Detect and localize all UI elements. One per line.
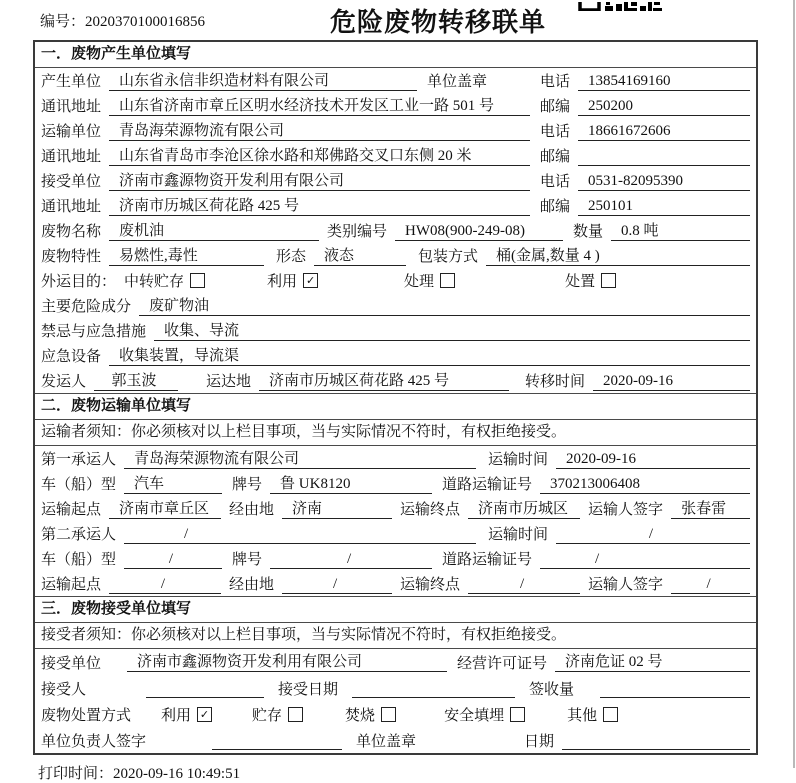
accept-date-value [352, 678, 515, 698]
responsible-signature-label: 单位负责人签字 [41, 733, 147, 750]
page-title: 危险废物转移联单 [329, 8, 546, 37]
disposal-incinerate-label: 焚烧 [345, 707, 376, 724]
received-qty-value [600, 678, 750, 698]
route2-end-value: / [468, 574, 580, 594]
acceptor-row [35, 675, 756, 701]
waste-property-label: 废物特性 [41, 249, 102, 265]
page-right-edge [793, 0, 795, 768]
transporter-label: 运输单位 [41, 124, 102, 140]
seal-label: 单位盖章 [427, 74, 488, 90]
route2-start-label: 运输起点 [41, 577, 102, 593]
unit-seal-label: 单位盖章 [356, 733, 417, 750]
receiver-label: 接受单位 [41, 174, 102, 190]
carrier2-time-label: 运输时间 [488, 527, 549, 543]
vehicle2-label: 车（船）型 [41, 552, 117, 568]
disposal-utilize-label: 利用 [161, 707, 192, 724]
route1-start-value: 济南市章丘区 [109, 499, 221, 519]
disposal-landfill-checkbox [510, 707, 525, 722]
responsible-signature-value [212, 730, 342, 750]
plate1-label: 牌号 [232, 477, 263, 493]
disposal-storage-label: 贮存 [252, 707, 283, 724]
purpose-option-utilize-label: 利用 [267, 274, 298, 290]
generator-address-value: 山东省济南市章丘区明水经济技术开发区工业一路 501 号 [109, 96, 530, 116]
received-qty-label: 签收量 [528, 681, 574, 698]
route2-end-label: 运输终点 [400, 577, 461, 593]
vehicle1-value: 汽车 [124, 474, 222, 494]
waste-property-row [35, 243, 756, 268]
carrier1-value: 青岛海荣源物流有限公司 [124, 449, 476, 469]
generator-zip-label: 邮编 [539, 99, 570, 115]
transfer-time-label: 转移时间 [525, 374, 586, 390]
receiver-zip-label: 邮编 [539, 199, 570, 215]
generator-phone-label: 电话 [539, 74, 570, 90]
disposal-method-row [35, 701, 756, 727]
waste-qty-label: 数量 [573, 224, 604, 240]
waste-pack-label: 包装方式 [418, 249, 479, 265]
acceptor-label: 接受人 [41, 681, 87, 698]
purpose-label: 外运目的： [41, 274, 117, 290]
transporter-address-row [35, 143, 756, 168]
road-license2-label: 道路运输证号 [442, 552, 533, 568]
receiver-notice: 接受者须知：你必须核对以上栏目事项，当与实际情况不符时，有权拒绝接受。 [35, 623, 756, 649]
carrier2-value: / [124, 524, 476, 544]
route1-row [35, 496, 756, 521]
receiver-phone-value: 0531-82095390 [578, 171, 750, 191]
purpose-option-dispose-label: 处置 [565, 274, 596, 290]
carrier1-time-value: 2020-09-16 [556, 449, 750, 469]
transporter-zip-value [578, 146, 750, 166]
waste-property-value: 易燃性,毒性 [109, 246, 264, 266]
seal-date-value [562, 730, 750, 750]
purpose-dispose-checkbox [601, 273, 616, 288]
route1-start-label: 运输起点 [41, 502, 102, 518]
purpose-option-storage-label: 中转贮存 [124, 274, 185, 290]
manifest-form [33, 40, 758, 755]
serial-label: 编号： [40, 14, 86, 30]
road-license1-label: 道路运输证号 [442, 477, 533, 493]
route2-row [35, 571, 756, 596]
generator-row [35, 68, 756, 93]
transporter-notice: 运输者须知：你必须核对以上栏目事项，当与实际情况不符时，有权拒绝接受。 [35, 420, 756, 446]
shipper-row [35, 368, 756, 393]
measures-value: 收集、导流 [154, 321, 750, 341]
transporter-zip-label: 邮编 [539, 149, 570, 165]
equipment-label: 应急设备 [41, 349, 102, 365]
waste-code-label: 类别编号 [327, 224, 388, 240]
plate2-label: 牌号 [232, 552, 263, 568]
accept-unit-value: 济南市鑫源物资开发利用有限公司 [127, 652, 447, 672]
acceptor-value [146, 678, 264, 698]
transporter-address-label: 通讯地址 [41, 149, 102, 165]
receiver-address-label: 通讯地址 [41, 199, 102, 215]
transfer-time-value: 2020-09-16 [593, 371, 750, 391]
receiver-address-row [35, 193, 756, 218]
hazard-component-row [35, 293, 756, 318]
emergency-equipment-row [35, 343, 756, 368]
transporter-phone-label: 电话 [539, 124, 570, 140]
equipment-value: 收集装置，导流渠 [109, 346, 750, 366]
operating-license-label: 经营许可证号 [457, 655, 548, 672]
transporter-row [35, 118, 756, 143]
accept-unit-row [35, 649, 756, 675]
waste-name-value: 废机油 [109, 221, 319, 241]
route2-sign-value: / [671, 574, 750, 594]
transporter-phone-value: 18661672606 [578, 121, 750, 141]
receiver-phone-label: 电话 [539, 174, 570, 190]
print-time [38, 762, 796, 783]
carrier2-row [35, 521, 756, 546]
generator-zip-value: 250200 [578, 96, 750, 116]
print-time-value: 2020-09-16 10:49:51 [113, 766, 241, 782]
route1-end-label: 运输终点 [400, 502, 461, 518]
vehicle2-value: / [124, 549, 222, 569]
disposal-other-label: 其他 [567, 707, 598, 724]
section1-title: 一．废物产生单位填写 [35, 42, 756, 68]
seal-date-label: 日期 [523, 733, 554, 750]
waste-qty-value: 0.8 吨 [611, 221, 750, 241]
emergency-measures-row [35, 318, 756, 343]
disposal-landfill-label: 安全填埋 [444, 707, 505, 724]
generator-address-row [35, 93, 756, 118]
accept-unit-label: 接受单位 [41, 655, 102, 672]
document-header [0, 0, 796, 40]
carrier1-row [35, 446, 756, 471]
receiver-zip-value: 250101 [578, 196, 750, 216]
measures-label: 禁忌与应急措施 [41, 324, 147, 340]
destination-label: 运达地 [206, 374, 252, 390]
purpose-treat-checkbox [440, 273, 455, 288]
hazard-value: 废矿物油 [139, 296, 750, 316]
vehicle1-label: 车（船）型 [41, 477, 117, 493]
disposal-storage-checkbox [288, 707, 303, 722]
section3-title: 三．废物接受单位填写 [35, 596, 756, 623]
receiver-row [35, 168, 756, 193]
waste-name-row [35, 218, 756, 243]
receiver-address-value: 济南市历城区荷花路 425 号 [109, 196, 530, 216]
disposal-other-checkbox [603, 707, 618, 722]
route2-via-value: / [282, 574, 392, 594]
route1-via-value: 济南 [282, 499, 392, 519]
purpose-storage-checkbox [190, 273, 205, 288]
route1-sign-value: 张春雷 [671, 499, 750, 519]
signature-row [35, 727, 756, 753]
route2-sign-label: 运输人签字 [588, 577, 664, 593]
carrier2-time-value: / [556, 524, 750, 544]
generator-address-label: 通讯地址 [41, 99, 102, 115]
waste-form-value: 液态 [314, 246, 406, 266]
disposal-incinerate-checkbox [381, 707, 396, 722]
route1-via-label: 经由地 [229, 502, 275, 518]
transporter-address-value: 山东省青岛市李沧区徐水路和郑佛路交叉口东侧 20 米 [109, 146, 530, 166]
waste-form-label: 形态 [276, 249, 307, 265]
plate1-value: 鲁 UK8120 [270, 474, 432, 494]
serial-value: 2020370100016856 [85, 14, 206, 30]
route2-start-value: / [109, 574, 221, 594]
carrier1-time-label: 运输时间 [488, 452, 549, 468]
qr-code-fragment-icon [578, 0, 663, 11]
purpose-utilize-checkbox: ✓ [303, 273, 318, 288]
receiver-value: 济南市鑫源物资开发利用有限公司 [109, 171, 530, 191]
waste-code-value: HW08(900-249-08) [395, 221, 563, 241]
transfer-purpose-row [35, 268, 756, 293]
accept-date-label: 接受日期 [278, 681, 339, 698]
road-license1-value: 370213006408 [540, 474, 750, 494]
transporter-value: 青岛海荣源物流有限公司 [109, 121, 530, 141]
destination-value: 济南市历城区荷花路 425 号 [259, 371, 509, 391]
plate2-value: / [270, 549, 432, 569]
vehicle2-row [35, 546, 756, 571]
waste-name-label: 废物名称 [41, 224, 102, 240]
route2-via-label: 经由地 [229, 577, 275, 593]
operating-license-value: 济南危证 02 号 [555, 652, 750, 672]
generator-value: 山东省永信非织造材料有限公司 [109, 71, 417, 91]
section2-title: 二．废物运输单位填写 [35, 393, 756, 420]
shipper-label: 发运人 [41, 374, 87, 390]
route1-end-value: 济南市历城区 [468, 499, 580, 519]
route1-sign-label: 运输人签字 [588, 502, 664, 518]
road-license2-value: / [540, 549, 750, 569]
print-time-label: 打印时间： [38, 766, 114, 782]
generator-label: 产生单位 [41, 74, 102, 90]
vehicle1-row [35, 471, 756, 496]
shipper-value: 郭玉波 [94, 371, 178, 391]
carrier1-label: 第一承运人 [41, 452, 117, 468]
disposal-label: 废物处置方式 [41, 707, 132, 724]
hazard-label: 主要危险成分 [41, 299, 132, 315]
generator-phone-value: 13854169160 [578, 71, 750, 91]
disposal-utilize-checkbox: ✓ [197, 707, 212, 722]
purpose-option-treat-label: 处理 [404, 274, 435, 290]
waste-pack-value: 桶(金属,数量 4 ) [486, 246, 750, 266]
carrier2-label: 第二承运人 [41, 527, 117, 543]
